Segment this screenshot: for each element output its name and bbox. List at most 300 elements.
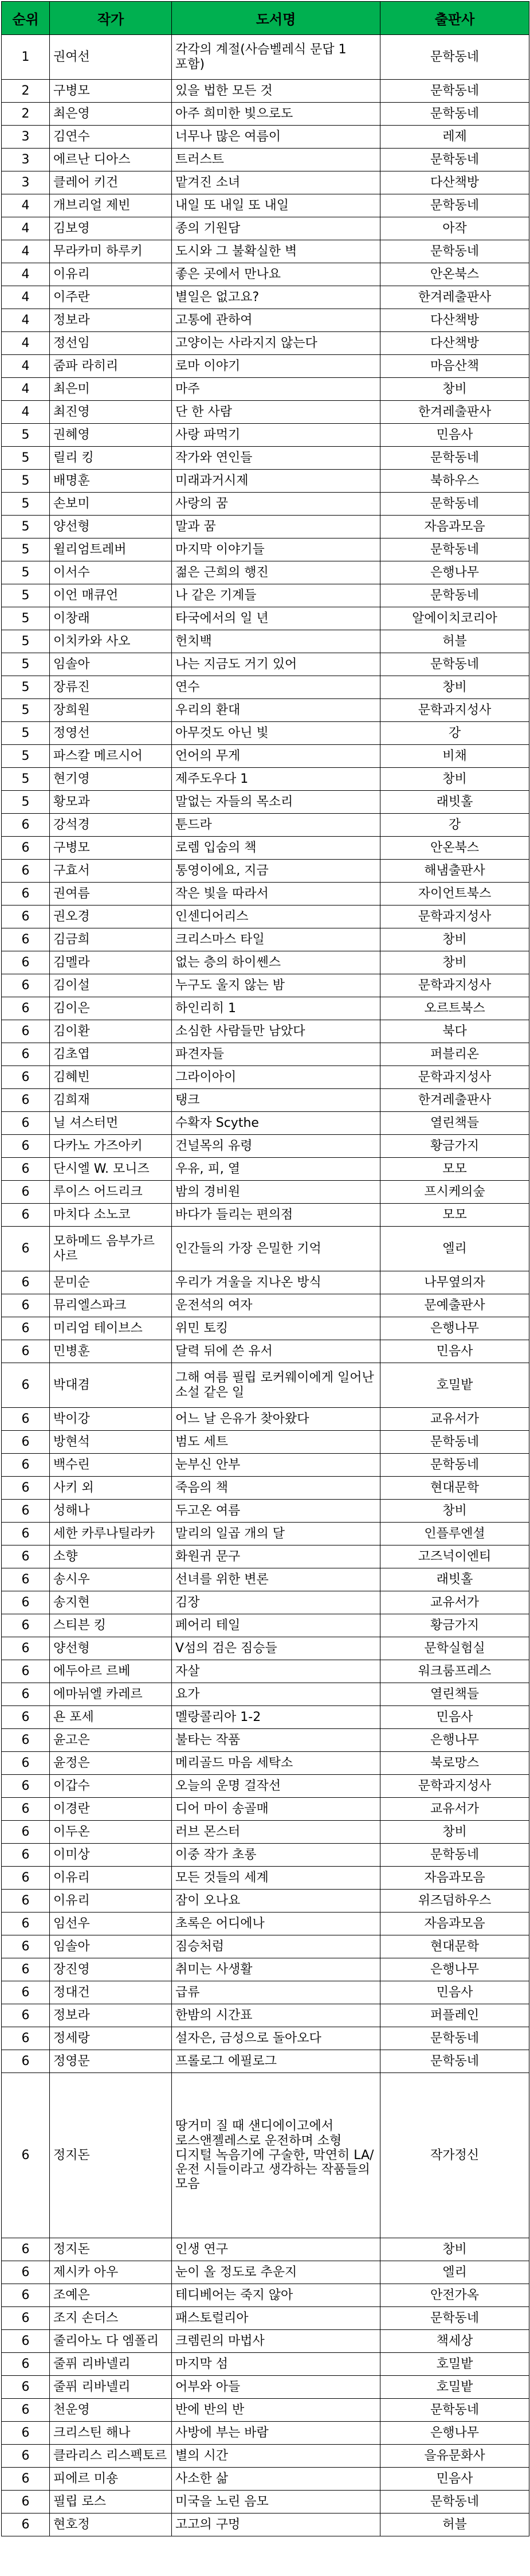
author-cell: 크리스틴 해나 [50, 2422, 172, 2445]
table-row [2, 745, 529, 768]
publisher-cell: 열린책들 [380, 1112, 529, 1135]
title-cell: 패스토럴리아 [172, 2307, 380, 2330]
author-cell: 구효서 [50, 860, 172, 883]
publisher-cell: 자음과모음 [380, 1913, 529, 1935]
rank-cell: 6 [2, 1913, 50, 1935]
table-row [2, 126, 529, 149]
title-cell: 불타는 작품 [172, 1729, 380, 1752]
author-cell: 릴리 킹 [50, 447, 172, 470]
author-cell: 이유리 [50, 263, 172, 286]
table-row [2, 1363, 529, 1408]
table-row [2, 1545, 529, 1568]
table-row [2, 424, 529, 447]
author-cell: 이유리 [50, 1890, 172, 1913]
title-cell: 사랑 파먹기 [172, 424, 380, 447]
table-row [2, 1683, 529, 1706]
author-cell: 정세랑 [50, 2027, 172, 2050]
publisher-cell: 작가정신 [380, 2073, 529, 2238]
rank-cell: 6 [2, 2261, 50, 2284]
publisher-cell: 문학동네 [380, 447, 529, 470]
rank-cell: 6 [2, 1431, 50, 1454]
table-row [2, 2004, 529, 2027]
rank-cell: 6 [2, 837, 50, 860]
table-row [2, 1775, 529, 1798]
table-row [2, 35, 529, 80]
rank-cell: 6 [2, 1363, 50, 1408]
title-cell: 달력 뒤에 쓴 유서 [172, 1340, 380, 1363]
table-row [2, 2307, 529, 2330]
title-cell: 타국에서의 일 년 [172, 607, 380, 630]
table-row [2, 2468, 529, 2491]
author-cell: 김이환 [50, 1020, 172, 1043]
table-row [2, 1523, 529, 1545]
rank-cell: 6 [2, 1500, 50, 1523]
publisher-cell: 다산책방 [380, 332, 529, 355]
author-cell: 민병훈 [50, 1340, 172, 1363]
table-row [2, 447, 529, 470]
title-cell: 땅거미 질 때 샌디에이고에서 로스앤젤레스로 운전하며 소형 디지털 녹음기에 구술한, 막연히 LA/운전 시들이라고 생각하는 작품들의 모음 [172, 2073, 380, 2238]
rank-cell: 6 [2, 1729, 50, 1752]
title-cell: 통영이에요, 지금 [172, 860, 380, 883]
publisher-cell: 민음사 [380, 1706, 529, 1729]
publisher-cell: 호밀밭 [380, 2376, 529, 2399]
title-cell: 나 같은 기계들 [172, 584, 380, 607]
title-cell: 어부와 아들 [172, 2376, 380, 2399]
rank-cell: 6 [2, 1523, 50, 1545]
rank-cell: 6 [2, 1890, 50, 1913]
rank-cell: 6 [2, 2027, 50, 2050]
rank-cell: 5 [2, 447, 50, 470]
table-row [2, 1294, 529, 1317]
publisher-cell: 위즈덤하우스 [380, 1890, 529, 1913]
author-cell: 백수린 [50, 1454, 172, 1477]
rank-cell: 4 [2, 355, 50, 378]
author-cell: 임선우 [50, 1913, 172, 1935]
rank-cell: 4 [2, 378, 50, 401]
rank-cell: 6 [2, 2050, 50, 2073]
table-row [2, 1317, 529, 1340]
title-cell: 페어리 테일 [172, 1614, 380, 1637]
rank-cell: 6 [2, 2422, 50, 2445]
title-cell: 한밤의 시간표 [172, 2004, 380, 2027]
publisher-cell: 은행나무 [380, 561, 529, 584]
title-cell: 급류 [172, 1981, 380, 2004]
publisher-cell: 모모 [380, 1204, 529, 1227]
publisher-cell: 오르트북스 [380, 997, 529, 1020]
title-cell: 반에 반의 반 [172, 2399, 380, 2422]
publisher-cell: 자음과모음 [380, 1867, 529, 1890]
publisher-cell: 창비 [380, 676, 529, 699]
title-cell: 헌치백 [172, 630, 380, 653]
title-cell: 디어 마이 송골매 [172, 1798, 380, 1821]
title-cell: 미국을 노린 음모 [172, 2491, 380, 2513]
author-cell: 정선임 [50, 332, 172, 355]
rank-cell: 6 [2, 1135, 50, 1158]
publisher-cell: 교유서가 [380, 1591, 529, 1614]
publisher-cell: 교유서가 [380, 1798, 529, 1821]
publisher-cell: 북로망스 [380, 1752, 529, 1775]
table-row [2, 1158, 529, 1181]
publisher-cell: 나무옆의자 [380, 1271, 529, 1294]
title-cell: 김장 [172, 1591, 380, 1614]
rank-cell: 5 [2, 676, 50, 699]
rank-cell: 6 [2, 928, 50, 951]
title-cell: 모든 것들의 세계 [172, 1867, 380, 1890]
author-cell: 줄퓌 리바넬리 [50, 2353, 172, 2376]
title-cell: 그라이아이 [172, 1066, 380, 1089]
table-row [2, 607, 529, 630]
rank-cell: 5 [2, 584, 50, 607]
publisher-cell: 허블 [380, 630, 529, 653]
rank-cell: 5 [2, 722, 50, 745]
rank-cell: 6 [2, 2491, 50, 2513]
table-row [2, 2330, 529, 2353]
author-cell: 송시우 [50, 1568, 172, 1591]
author-cell: 김혜빈 [50, 1066, 172, 1089]
rank-cell: 5 [2, 493, 50, 516]
publisher-cell: 호밀밭 [380, 1363, 529, 1408]
author-cell: 소향 [50, 1545, 172, 1568]
publisher-cell: 안온북스 [380, 837, 529, 860]
rank-cell: 6 [2, 1294, 50, 1317]
author-cell: 뮤리엘스파크 [50, 1294, 172, 1317]
author-cell: 스티븐 킹 [50, 1614, 172, 1637]
table-row [2, 1637, 529, 1660]
publisher-cell: 창비 [380, 928, 529, 951]
title-cell: 수확자 Scythe [172, 1112, 380, 1135]
table-row [2, 2399, 529, 2422]
author-cell: 김이설 [50, 974, 172, 997]
author-cell: 김멜라 [50, 951, 172, 974]
rank-cell: 1 [2, 35, 50, 80]
author-cell: 권오경 [50, 905, 172, 928]
table-row [2, 1568, 529, 1591]
publisher-cell: 문학동네 [380, 240, 529, 263]
table-row [2, 630, 529, 653]
publisher-cell: 민음사 [380, 424, 529, 447]
rank-cell: 6 [2, 1271, 50, 1294]
rank-cell: 6 [2, 1867, 50, 1890]
title-cell: 고양이는 사라지지 않는다 [172, 332, 380, 355]
rank-cell: 5 [2, 791, 50, 814]
title-cell: 설자은, 금성으로 돌아오다 [172, 2027, 380, 2050]
publisher-cell: 고즈넉이엔티 [380, 1545, 529, 1568]
author-cell: 윤정은 [50, 1752, 172, 1775]
rank-cell: 5 [2, 424, 50, 447]
rank-cell: 6 [2, 1637, 50, 1660]
rank-cell: 6 [2, 814, 50, 837]
rank-cell: 6 [2, 997, 50, 1020]
table-row [2, 1043, 529, 1066]
publisher-cell: 문학동네 [380, 2307, 529, 2330]
table-row [2, 401, 529, 424]
table-row [2, 699, 529, 722]
title-cell: 요가 [172, 1683, 380, 1706]
table-row [2, 1340, 529, 1363]
publisher-cell: 문학동네 [380, 149, 529, 171]
title-cell: 짐승처럼 [172, 1935, 380, 1958]
rank-cell: 2 [2, 80, 50, 103]
table-row [2, 1706, 529, 1729]
title-cell: 우리가 겨울을 지나온 방식 [172, 1271, 380, 1294]
title-cell: 작가와 연인들 [172, 447, 380, 470]
rank-cell: 6 [2, 1089, 50, 1112]
title-cell: 선녀를 위한 변론 [172, 1568, 380, 1591]
publisher-cell: 을유문화사 [380, 2445, 529, 2468]
publisher-cell: 허블 [380, 2513, 529, 2536]
author-cell: 클라리스 리스펙토르 [50, 2445, 172, 2468]
table-row [2, 1821, 529, 1844]
publisher-cell: 문학동네 [380, 194, 529, 217]
title-cell: V섬의 검은 짐승들 [172, 1637, 380, 1660]
publisher-cell: 엘리 [380, 2261, 529, 2284]
table-row [2, 2445, 529, 2468]
table-row [2, 1204, 529, 1227]
table-body [2, 35, 529, 2536]
rank-cell: 6 [2, 1844, 50, 1867]
author-cell: 최은미 [50, 378, 172, 401]
title-cell: 밤의 경비원 [172, 1181, 380, 1204]
title-cell: 단 한 사람 [172, 401, 380, 424]
publisher-cell: 문학과지성사 [380, 1775, 529, 1798]
title-cell: 젊은 근희의 행진 [172, 561, 380, 584]
header-author[interactable]: 작가 [50, 2, 172, 35]
rank-cell: 3 [2, 149, 50, 171]
title-cell: 작은 빛을 따라서 [172, 883, 380, 905]
author-cell: 현호정 [50, 2513, 172, 2536]
rank-cell: 5 [2, 516, 50, 538]
publisher-cell: 문학동네 [380, 80, 529, 103]
rank-cell: 6 [2, 1158, 50, 1181]
publisher-cell: 강 [380, 722, 529, 745]
rank-cell: 6 [2, 2513, 50, 2536]
author-cell: 구병모 [50, 837, 172, 860]
author-cell: 김금희 [50, 928, 172, 951]
author-cell: 황모과 [50, 791, 172, 814]
publisher-cell: 문학과지성사 [380, 1066, 529, 1089]
publisher-cell: 현대문학 [380, 1935, 529, 1958]
rank-cell: 6 [2, 1181, 50, 1204]
table-row [2, 722, 529, 745]
table-row [2, 2376, 529, 2399]
table-row [2, 355, 529, 378]
publisher-cell: 문학실험실 [380, 1637, 529, 1660]
title-cell: 죽음의 책 [172, 1477, 380, 1500]
title-cell: 별의 시간 [172, 2445, 380, 2468]
publisher-cell: 문학동네 [380, 493, 529, 516]
author-cell: 줌파 라히리 [50, 355, 172, 378]
rank-cell: 6 [2, 2307, 50, 2330]
rank-cell: 6 [2, 860, 50, 883]
table-row [2, 286, 529, 309]
publisher-cell: 자음과모음 [380, 516, 529, 538]
rank-cell: 6 [2, 1340, 50, 1363]
rank-cell: 6 [2, 1066, 50, 1089]
rank-cell: 6 [2, 2073, 50, 2238]
table-row [2, 1181, 529, 1204]
title-cell: 누구도 울지 않는 밤 [172, 974, 380, 997]
table-row [2, 240, 529, 263]
title-cell: 트러스트 [172, 149, 380, 171]
title-cell: 로렘 입숨의 책 [172, 837, 380, 860]
publisher-cell: 문학동네 [380, 103, 529, 126]
table-row [2, 1867, 529, 1890]
author-cell: 다카노 가즈아키 [50, 1135, 172, 1158]
author-cell: 클레어 키건 [50, 171, 172, 194]
publisher-cell: 해냄출판사 [380, 860, 529, 883]
rank-cell: 6 [2, 2353, 50, 2376]
rank-cell: 6 [2, 1660, 50, 1683]
rank-cell: 6 [2, 1204, 50, 1227]
table-row [2, 1500, 529, 1523]
table-row [2, 1798, 529, 1821]
publisher-cell: 프시케의숲 [380, 1181, 529, 1204]
publisher-cell: 문학동네 [380, 2027, 529, 2050]
publisher-cell: 알에이치코리아 [380, 607, 529, 630]
author-cell: 양선형 [50, 1637, 172, 1660]
publisher-cell: 문학동네 [380, 2050, 529, 2073]
title-cell: 취미는 사생활 [172, 1958, 380, 1981]
title-cell: 연수 [172, 676, 380, 699]
table-row [2, 2261, 529, 2284]
rank-cell: 4 [2, 240, 50, 263]
rank-cell: 6 [2, 883, 50, 905]
table-row [2, 1020, 529, 1043]
publisher-cell: 비채 [380, 745, 529, 768]
title-cell: 멜랑콜리아 1-2 [172, 1706, 380, 1729]
title-cell: 그해 여름 필립 로커웨이에게 일어난 소설 같은 일 [172, 1363, 380, 1408]
rank-cell: 6 [2, 2330, 50, 2353]
rank-cell: 6 [2, 2399, 50, 2422]
table-row [2, 928, 529, 951]
title-cell: 크리스마스 타일 [172, 928, 380, 951]
author-cell: 세한 카루나틸라카 [50, 1523, 172, 1545]
author-cell: 이주란 [50, 286, 172, 309]
author-cell: 이갑수 [50, 1775, 172, 1798]
table-row [2, 791, 529, 814]
title-cell: 범도 세트 [172, 1431, 380, 1454]
table-row [2, 905, 529, 928]
publisher-cell: 문학동네 [380, 1844, 529, 1867]
publisher-cell: 마음산책 [380, 355, 529, 378]
author-cell: 피에르 미숑 [50, 2468, 172, 2491]
author-cell: 양선형 [50, 516, 172, 538]
table-row [2, 538, 529, 561]
rank-cell: 5 [2, 561, 50, 584]
rank-cell: 5 [2, 745, 50, 768]
publisher-cell: 민음사 [380, 2468, 529, 2491]
author-cell: 루이스 어드리크 [50, 1181, 172, 1204]
rank-cell: 6 [2, 951, 50, 974]
rank-cell: 4 [2, 332, 50, 355]
table-row [2, 1660, 529, 1683]
author-cell: 박이강 [50, 1408, 172, 1431]
table-row [2, 263, 529, 286]
publisher-cell: 창비 [380, 1821, 529, 1844]
publisher-cell: 문학동네 [380, 2399, 529, 2422]
author-cell: 손보미 [50, 493, 172, 516]
author-cell: 정대건 [50, 1981, 172, 2004]
author-cell: 욘 포세 [50, 1706, 172, 1729]
title-cell: 나는 지금도 거기 있어 [172, 653, 380, 676]
rank-cell: 6 [2, 2376, 50, 2399]
rank-cell: 5 [2, 768, 50, 791]
publisher-cell: 문학과지성사 [380, 905, 529, 928]
rank-cell: 6 [2, 1112, 50, 1135]
author-cell: 윌리엄트레버 [50, 538, 172, 561]
table-row [2, 309, 529, 332]
title-cell: 하인리히 1 [172, 997, 380, 1020]
publisher-cell: 퍼플레인 [380, 2004, 529, 2027]
title-cell: 화원귀 문구 [172, 1545, 380, 1568]
table-row [2, 768, 529, 791]
table-row [2, 80, 529, 103]
table-row [2, 1890, 529, 1913]
header-rank[interactable]: 순위 [2, 2, 50, 35]
title-cell: 별일은 없고요? [172, 286, 380, 309]
table-row [2, 217, 529, 240]
publisher-cell: 황금가지 [380, 1135, 529, 1158]
author-cell: 이언 매큐언 [50, 584, 172, 607]
publisher-cell: 북하우스 [380, 470, 529, 493]
header-publisher[interactable]: 출판사 [380, 2, 529, 35]
publisher-cell: 워크룸프레스 [380, 1660, 529, 1683]
author-cell: 파스칼 메르시어 [50, 745, 172, 768]
publisher-cell: 창비 [380, 951, 529, 974]
title-cell: 자살 [172, 1660, 380, 1683]
publisher-cell: 래빗홀 [380, 791, 529, 814]
title-cell: 두고온 여름 [172, 1500, 380, 1523]
rank-cell: 6 [2, 1020, 50, 1043]
title-cell: 사랑의 꿈 [172, 493, 380, 516]
author-cell: 모하메드 음부가르 사르 [50, 1227, 172, 1271]
table-row [2, 860, 529, 883]
title-cell: 제주도우다 1 [172, 768, 380, 791]
publisher-cell: 문학동네 [380, 35, 529, 80]
title-cell: 아무것도 아닌 빛 [172, 722, 380, 745]
table-row [2, 1227, 529, 1271]
author-cell: 조지 손더스 [50, 2307, 172, 2330]
table-row [2, 1271, 529, 1294]
author-cell: 에르난 디아스 [50, 149, 172, 171]
header-title[interactable]: 도서명 [172, 2, 380, 35]
author-cell: 이미상 [50, 1844, 172, 1867]
title-cell: 마지막 이야기들 [172, 538, 380, 561]
table-row [2, 837, 529, 860]
title-cell: 미래과거시제 [172, 470, 380, 493]
title-cell: 눈부신 안부 [172, 1454, 380, 1477]
table-row [2, 883, 529, 905]
title-cell: 인간들의 가장 은밀한 기억 [172, 1227, 380, 1271]
rank-cell: 4 [2, 401, 50, 424]
rank-cell: 6 [2, 1408, 50, 1431]
title-cell: 오늘의 운명 걸작선 [172, 1775, 380, 1798]
publisher-cell: 호밀밭 [380, 2353, 529, 2376]
author-cell: 단시엘 W. 모니즈 [50, 1158, 172, 1181]
publisher-cell: 한겨레출판사 [380, 1089, 529, 1112]
title-cell: 있을 법한 모든 것 [172, 80, 380, 103]
table-row [2, 1591, 529, 1614]
publisher-cell: 창비 [380, 768, 529, 791]
author-cell: 이서수 [50, 561, 172, 584]
title-cell: 눈이 올 정도로 추운지 [172, 2261, 380, 2284]
table-row [2, 2491, 529, 2513]
title-cell: 고통에 관하여 [172, 309, 380, 332]
title-cell: 바다가 들리는 편의점 [172, 1204, 380, 1227]
author-cell: 이두온 [50, 1821, 172, 1844]
table-row [2, 149, 529, 171]
table-row [2, 814, 529, 837]
